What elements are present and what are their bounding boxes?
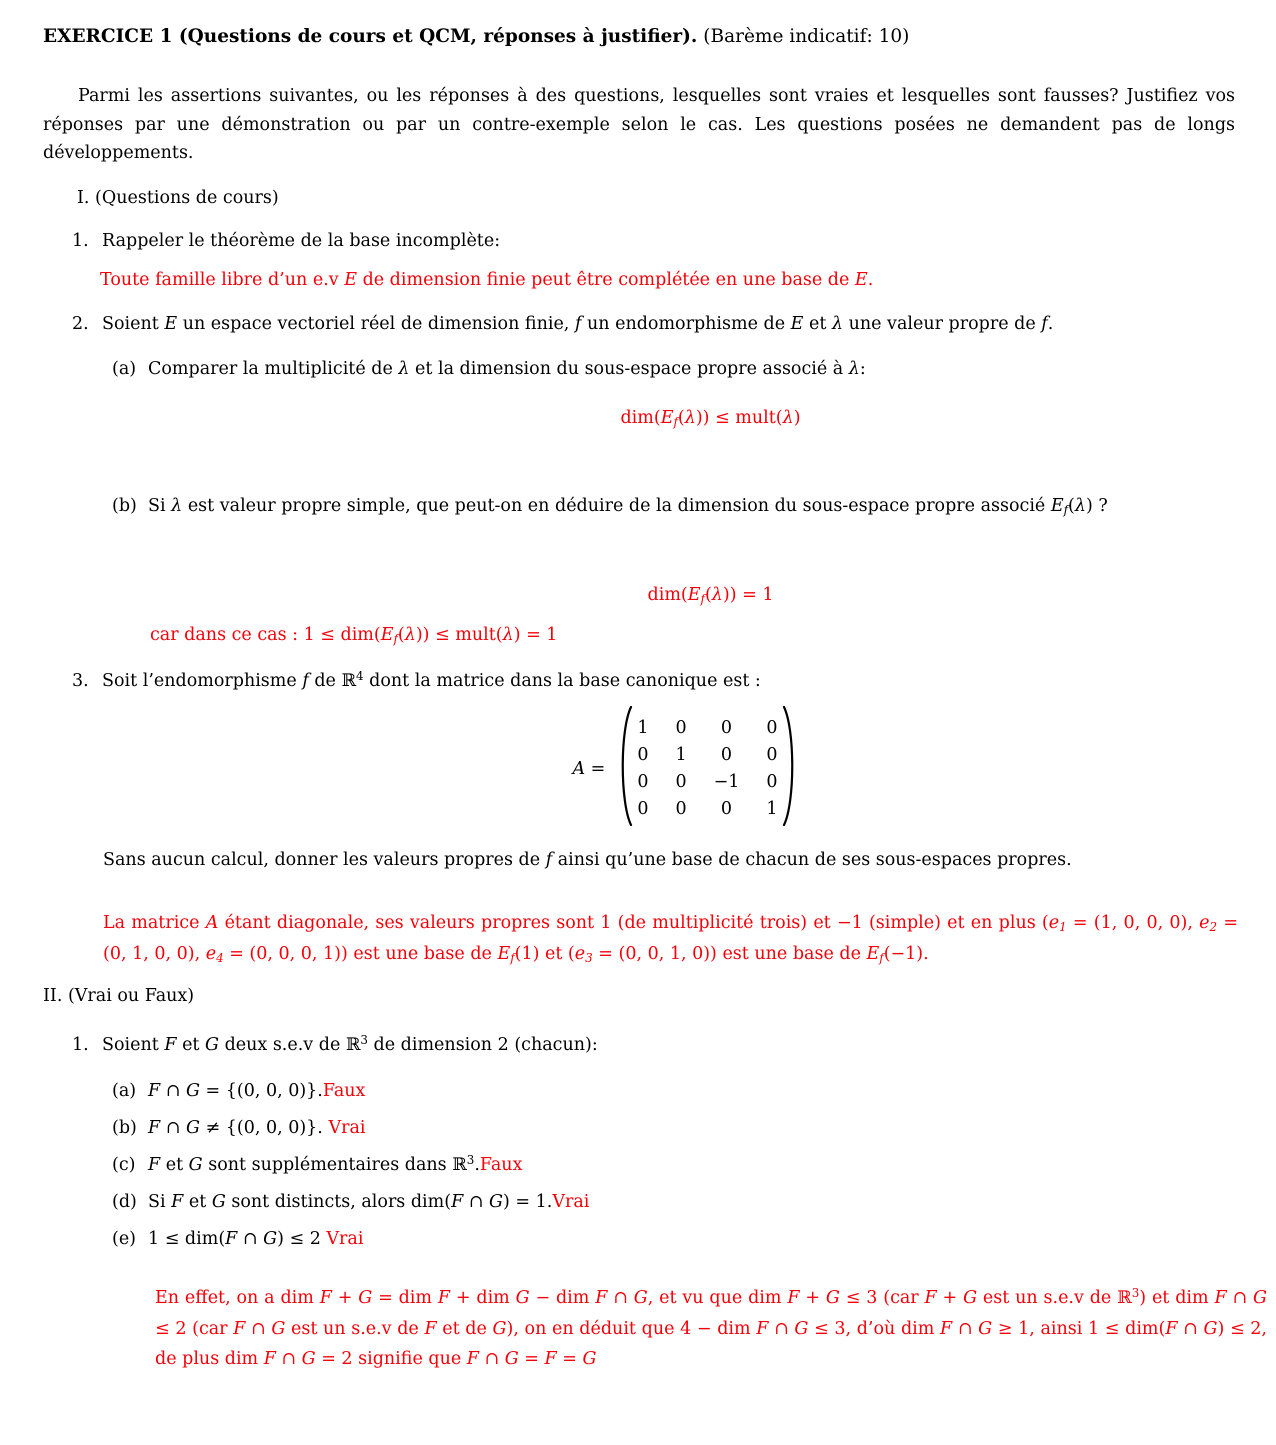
truefalse-item-e-label: (e) xyxy=(112,1229,137,1249)
question-3-number: 3. xyxy=(72,671,89,691)
truefalse-item-a xyxy=(112,1081,365,1101)
truefalse-item-b-verdict: Vrai xyxy=(328,1118,366,1138)
truefalse-item-e-verdict: Vrai xyxy=(326,1229,364,1249)
truefalse-item-e-statement: 1 ≤ dim(F ∩ G) ≤ 2 xyxy=(148,1229,327,1249)
intro-paragraph: Parmi les assertions suivantes, ou les réponses à des questions, lesquelles sont vraies et lesquelles sont fausses? Justifiez vos réponses par une démonstration ou par un contre-exemple selon le cas. Les questions posées ne demandent pas de longs développements. xyxy=(43,86,1235,163)
question-2 xyxy=(72,314,1053,334)
matrix-cell: 0 xyxy=(675,772,687,792)
matrix-cell: −1 xyxy=(713,772,740,792)
matrix-cell: 0 xyxy=(637,799,649,819)
truefalse-item-e xyxy=(112,1229,363,1249)
truefalse-item-a-label: (a) xyxy=(112,1081,137,1101)
matrix-cell: 1 xyxy=(766,799,778,819)
truefalse-item-b-statement: F ∩ G ≠ {(0, 0, 0)}. xyxy=(148,1118,329,1138)
truefalse-justification: En effet, on a dim F + G = dim F + dim G − dim F ∩ G, et vu que dim F + G ≤ 3 (car F + G est un s.e.v de ℝ$^3$) et dim F ∩ G ≤ 2 (car F ∩ G est un s.e.v de F et de G), on en déduit que 4 − dim F ∩ G ≤ 3, d’où dim F ∩ G ≥ 1, ainsi 1 ≤ dim(F ∩ G) ≤ 2, de plus dim F ∩ G = 2 signifie que F ∩ G = F = G xyxy=(155,1286,1267,1369)
truefalse-item-d-label: (d) xyxy=(112,1192,137,1212)
matrix-cell: 0 xyxy=(675,799,687,819)
matrix-cell: 0 xyxy=(720,745,733,765)
question-2a xyxy=(112,359,866,379)
matrix-cell: 1 xyxy=(637,718,649,738)
truefalse-item-b xyxy=(112,1118,365,1138)
truefalse-item-c-statement: F et G sont supplémentaires dans ℝ$^3$. xyxy=(148,1153,480,1175)
question-2b-answer-note: car dans ce cas : $1 \le dim(E_f(\lambda))$ ≤ mult(λ) = 1 xyxy=(150,625,558,646)
matrix-display xyxy=(0,704,1276,833)
question-1 xyxy=(72,231,500,251)
question-3 xyxy=(72,671,761,691)
question-2b-label: (b) xyxy=(112,496,137,516)
question-2b-text: Si λ est valeur propre simple, que peut-on en déduire de la dimension du sous-espace propre associé $E_f(\lambda)$ ? xyxy=(148,496,1108,517)
matrix-cell: 0 xyxy=(720,799,733,819)
truefalse-item-a-statement: F ∩ G = {(0, 0, 0)}. xyxy=(148,1081,323,1101)
truefalse-item-a-verdict: Faux xyxy=(322,1081,366,1101)
section-2-heading: II. (Vrai ou Faux) xyxy=(43,986,195,1006)
section-1-heading: I. (Questions de cours) xyxy=(77,188,279,208)
truefalse-item-b-label: (b) xyxy=(112,1118,137,1138)
truefalse-item-d-verdict: Vrai xyxy=(552,1192,590,1212)
matrix-cell: 0 xyxy=(766,745,778,765)
question-2a-label: (a) xyxy=(112,359,137,379)
section-2-question-1-number: 1. xyxy=(72,1035,89,1055)
matrix-left-paren-icon xyxy=(617,704,633,833)
truefalse-item-c xyxy=(112,1155,522,1175)
exercise-title xyxy=(43,26,909,47)
question-1-answer: Toute famille libre d’un e.v E de dimension finie peut être complétée en une base de E. xyxy=(100,270,874,290)
question-2-text: Soient E un espace vectoriel réel de dimension finie, f un endomorphisme de E et λ une valeur propre de f. xyxy=(102,314,1054,334)
question-3-text: Soit l’endomorphisme f de ℝ$^4$ dont la matrice dans la base canonique est : xyxy=(102,669,761,691)
exercise-title-grading: (Barème indicatif: 10) xyxy=(703,26,910,47)
matrix-cell: 0 xyxy=(766,772,778,792)
question-2b-answer-equation: $dim(E_f(\lambda)) = 1$ xyxy=(647,585,774,606)
matrix-cell: 0 xyxy=(766,718,778,738)
question-3-followup: Sans aucun calcul, donner les valeurs propres de f ainsi qu’une base de chacun de ses sous-espaces propres. xyxy=(103,850,1072,870)
matrix-cell: 0 xyxy=(637,745,649,765)
section-2-question-1 xyxy=(72,1035,598,1055)
matrix-cell: 0 xyxy=(675,718,687,738)
matrix-lhs: A = xyxy=(572,758,606,779)
question-2a-answer-equation: $dim(E_f(\lambda))$ ≤ mult(λ) xyxy=(620,408,801,429)
question-2b xyxy=(112,496,1108,516)
question-1-number: 1. xyxy=(72,231,89,251)
truefalse-item-c-label: (c) xyxy=(112,1155,136,1175)
truefalse-item-c-verdict: Faux xyxy=(479,1155,523,1175)
section-2-question-1-text: Soient F et G deux s.e.v de ℝ$^3$ de dimension 2 (chacun): xyxy=(102,1033,598,1055)
truefalse-item-d xyxy=(112,1192,589,1212)
truefalse-item-d-statement: Si F et G sont distincts, alors dim(F ∩ G) = 1. xyxy=(148,1192,553,1212)
question-2a-text: Comparer la multiplicité de λ et la dimension du sous-espace propre associé à λ: xyxy=(148,359,866,379)
question-1-text: Rappeler le théorème de la base incomplète: xyxy=(102,231,501,251)
matrix-right-paren-icon xyxy=(782,704,798,833)
matrix-cell: 0 xyxy=(720,718,733,738)
matrix-cell: 1 xyxy=(675,745,687,765)
question-3-answer: La matrice A étant diagonale, ses valeurs propres sont 1 (de multiplicité trois) et −1 (simple) et en plus ($e_1 = (1$, 0, 0, 0), $e_2 = (0$, 1, 0, 0), $e_4 = (0$, 0, 0, 1)) est une base de $E_f(1)$ et ($e_3 = (0$, 0, 1, 0)) est une base de $E_f(-1)$. xyxy=(103,913,1238,965)
exercise-title-bold: EXERCICE 1 (Questions de cours et QCM, réponses à justifier). xyxy=(43,26,698,47)
question-2-number: 2. xyxy=(72,314,89,334)
matrix-grid xyxy=(633,712,781,825)
matrix-cell: 0 xyxy=(637,772,649,792)
